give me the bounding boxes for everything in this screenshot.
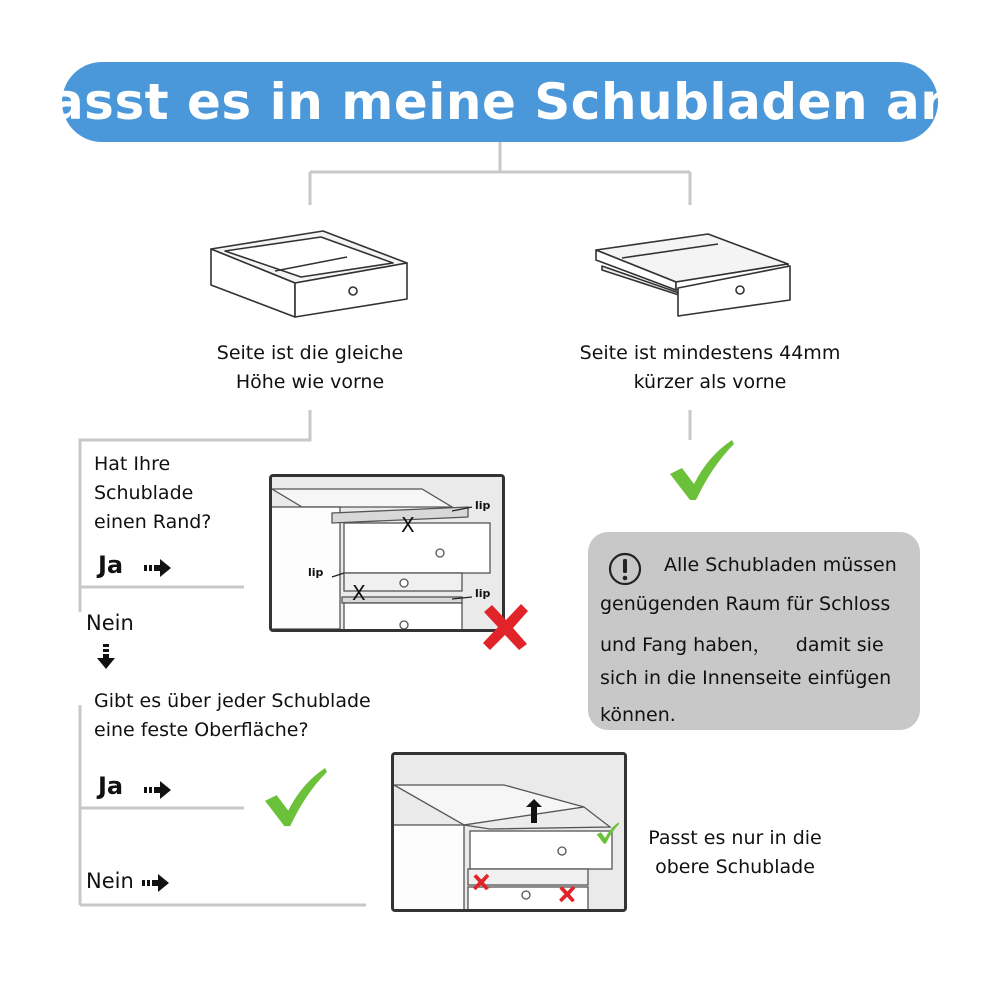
lip-illustration	[272, 477, 502, 629]
exclamation-icon	[608, 552, 642, 586]
cross-icon	[558, 885, 576, 903]
question1-no-label: Nein	[86, 611, 134, 635]
cross-icon	[472, 873, 490, 891]
arrow-right-icon	[144, 780, 172, 800]
question1-yes-label: Ja	[98, 551, 124, 579]
info-line3: und Fang haben， damit sie	[600, 634, 884, 656]
arrow-right-icon	[144, 558, 172, 578]
top-drawer-illustration-frame	[391, 752, 627, 912]
check-icon	[668, 438, 736, 502]
option-left-line2: Höhe wie vorne	[235, 371, 385, 393]
info-line4: sich in die Innenseite einfügen	[600, 667, 892, 689]
cross-mark-upper: X	[401, 513, 415, 537]
drawer-short-side-illustration	[592, 230, 794, 322]
arrow-right-icon	[142, 873, 170, 893]
question1-text	[94, 450, 211, 537]
result-top-only-line1: Passt es nur in die	[648, 827, 822, 849]
drawer-equal-height-illustration	[205, 225, 415, 325]
info-line2: genügenden Raum für Schloss	[600, 593, 891, 615]
result-top-only-line2: obere Schublade	[655, 856, 815, 878]
top-drawer-illustration	[394, 755, 624, 909]
question1-line2: Schublade	[94, 482, 194, 504]
cross-mark-lower: X	[352, 581, 366, 605]
question1-line1: Hat Ihre	[94, 453, 171, 475]
cross-icon	[480, 602, 530, 652]
question2-line1: Gibt es über jeder Schublade	[94, 690, 371, 712]
lip-illustration-frame	[269, 474, 505, 632]
option-left-label	[180, 339, 440, 397]
info-box	[588, 532, 920, 730]
result-top-only-label	[630, 824, 840, 882]
arrow-down-icon	[96, 644, 116, 670]
page-title: Passt es in meine Schubladen an?	[14, 73, 986, 131]
option-right-label	[560, 339, 860, 397]
option-left-line1: Seite ist die gleiche	[216, 342, 404, 364]
option-right-line1: Seite ist mindestens 44mm	[579, 342, 841, 364]
lip-label-top: lip	[475, 499, 491, 512]
info-line1: Alle Schubladen müssen	[664, 554, 897, 576]
lip-label-left: lip	[308, 566, 324, 579]
info-line5: können.	[600, 704, 676, 726]
connector-top	[310, 142, 690, 205]
question2-line2: eine feste Oberfläche?	[94, 719, 309, 741]
lip-label-bottom: lip	[475, 587, 491, 600]
option-right-line2: kürzer als vorne	[633, 371, 787, 393]
question2-no-label: Nein	[86, 869, 134, 893]
question1-line3: einen Rand?	[94, 511, 212, 533]
question2-text	[94, 687, 371, 745]
question2-yes-label: Ja	[98, 772, 124, 800]
check-icon	[596, 821, 620, 845]
check-icon	[262, 766, 330, 828]
